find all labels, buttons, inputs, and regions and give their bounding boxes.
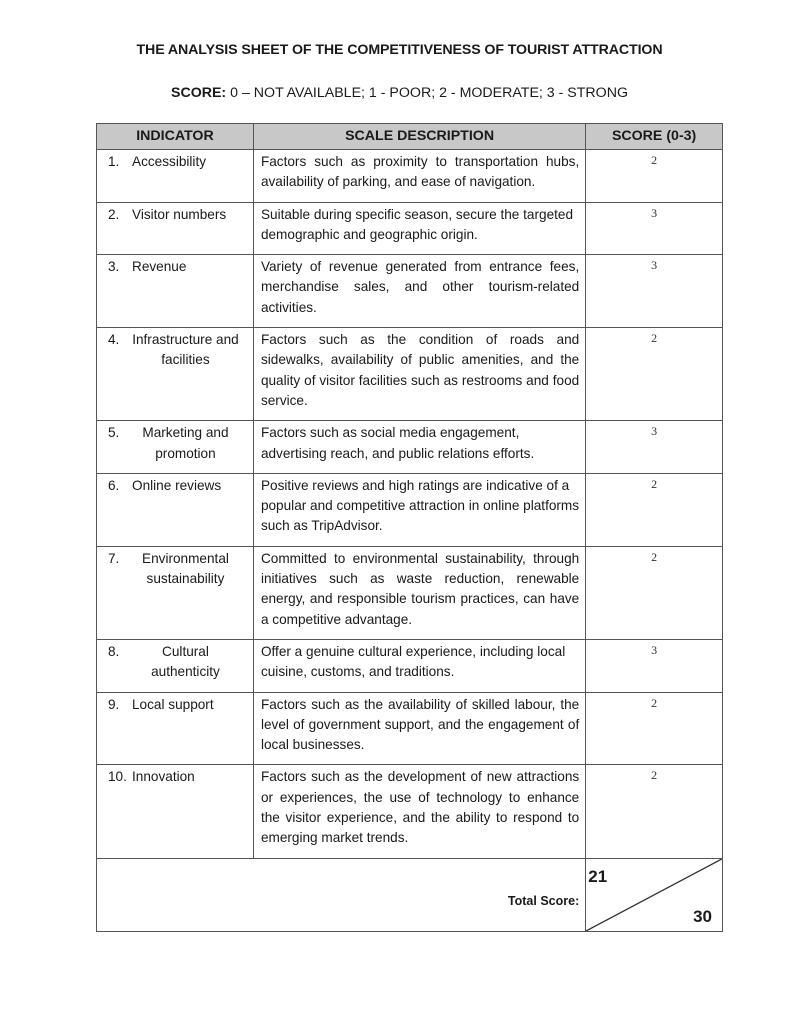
total-score-cell — [586, 858, 723, 931]
score-value: 3 — [586, 639, 723, 692]
table-row — [97, 692, 723, 765]
description-cell — [253, 255, 585, 328]
scale-description: Factors such as social media engagement, advertising reach, and public relations efforts. — [260, 425, 535, 461]
description-cell — [253, 202, 585, 255]
header-scale-description: SCALE DESCRIPTION — [253, 124, 585, 150]
table-header-row — [97, 124, 723, 150]
indicator-cell — [97, 421, 254, 474]
indicator-label: Cultural authenticity — [151, 643, 220, 680]
indicator-label: Environmental sustainability — [142, 550, 229, 587]
scale-description: Variety of revenue generated from entrance fees, merchandise sales, and other tourism-related activities. — [260, 259, 580, 315]
description-cell — [253, 328, 585, 421]
indicator-number: 9. — [108, 696, 120, 712]
description-cell — [253, 692, 585, 765]
score-value: 2 — [586, 473, 723, 546]
total-score-row — [97, 858, 723, 931]
total-score-maximum: 30 — [693, 907, 712, 927]
scale-description: Positive reviews and high ratings are indicative of a popular and competitive attraction in online platforms such as TripAdvisor. — [260, 477, 580, 534]
indicator-cell — [97, 255, 254, 328]
indicator-number: 1. — [108, 154, 120, 169]
indicator-number: 6. — [108, 477, 120, 493]
document-title: THE ANALYSIS SHEET OF THE COMPETITIVENESS OF TOURIST ATTRACTION — [136, 42, 663, 58]
header-indicator: INDICATOR — [97, 124, 254, 150]
indicator-number: 7. — [108, 550, 120, 566]
score-value: 2 — [586, 150, 723, 203]
score-value: 3 — [586, 255, 723, 328]
description-cell — [253, 473, 585, 546]
indicator-number: 3. — [108, 259, 120, 275]
indicator-cell — [97, 150, 254, 203]
score-value: 2 — [586, 328, 723, 421]
indicator-cell — [97, 328, 254, 421]
score-value: 3 — [586, 202, 723, 255]
description-cell — [253, 421, 585, 474]
score-value: 2 — [586, 765, 723, 858]
score-value: 2 — [586, 546, 723, 639]
analysis-table — [96, 123, 723, 932]
table-row — [97, 639, 723, 692]
scale-description: Factors such as the availability of skilled labour, the level of government support, and the engagement of local businesses. — [260, 696, 580, 753]
scale-description: Suitable during specific season, secure the targeted demographic and geographic origin. — [260, 206, 574, 242]
scale-description: Committed to environmental sustainability, through initiatives such as waste reduction, renewable energy, and responsible tourism practices, can have a competitive advantage. — [260, 550, 580, 627]
description-cell — [253, 546, 585, 639]
indicator-label: Revenue — [132, 259, 187, 275]
indicator-number: 8. — [108, 643, 120, 659]
table-row — [97, 150, 723, 203]
description-cell — [253, 150, 585, 203]
header-score: SCORE (0-3) — [586, 124, 723, 150]
table-row — [97, 421, 723, 474]
description-cell — [253, 765, 585, 858]
table-row — [97, 765, 723, 858]
indicator-number: 10. — [108, 769, 127, 785]
indicator-number: 2. — [108, 206, 120, 222]
indicator-label: Online reviews — [132, 477, 222, 493]
score-legend — [0, 85, 799, 101]
scale-description: Factors such as the condition of roads and sidewalks, availability of public amenities, and the quality of visitor facilities such as restrooms and food service. — [260, 332, 580, 408]
indicator-cell — [97, 692, 254, 765]
indicator-cell — [97, 202, 254, 255]
table-row — [97, 202, 723, 255]
indicator-label: Local support — [132, 696, 214, 712]
indicator-label: Marketing and promotion — [142, 425, 229, 461]
table-row — [97, 328, 723, 421]
score-value: 2 — [586, 692, 723, 765]
indicator-label: Innovation — [132, 769, 195, 785]
indicator-cell — [97, 473, 254, 546]
total-score-label: Total Score: — [97, 858, 586, 931]
indicator-label: Accessibility — [132, 154, 207, 169]
indicator-cell — [97, 639, 254, 692]
indicator-number: 4. — [108, 332, 120, 348]
score-legend-text: 0 – NOT AVAILABLE; 1 - POOR; 2 - MODERATE; 3 - STRONG — [230, 85, 628, 101]
indicator-label: Visitor numbers — [132, 206, 227, 222]
scale-description: Offer a genuine cultural experience, including local cuisine, customs, and traditions. — [260, 643, 566, 680]
indicator-label: Infrastructure and facilities — [132, 332, 239, 368]
indicator-number: 5. — [108, 425, 120, 441]
score-legend-label: SCORE: — [170, 85, 227, 101]
table-row — [97, 255, 723, 328]
scale-description: Factors such as proximity to transportation hubs, availability of parking, and ease of navigation. — [260, 154, 580, 190]
table-row — [97, 473, 723, 546]
table-row — [97, 546, 723, 639]
indicator-cell — [97, 546, 254, 639]
indicator-cell — [97, 765, 254, 858]
score-value: 3 — [586, 421, 723, 474]
total-score-obtained: 21 — [588, 866, 608, 886]
scale-description: Factors such as the development of new attractions or experiences, the use of technology to enhance the visitor experience, and the ability to respond to emerging market trends. — [260, 769, 580, 846]
description-cell — [253, 639, 585, 692]
